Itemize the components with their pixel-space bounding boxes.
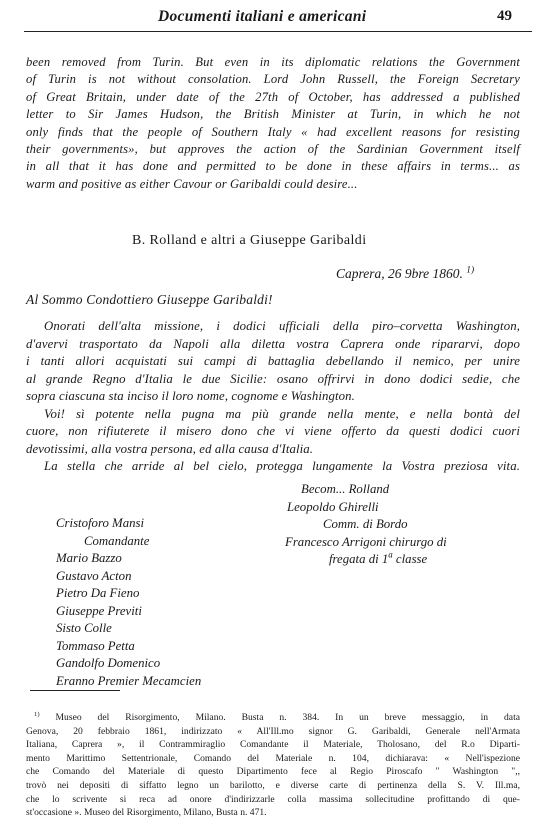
letter-line: Onorati dell'alta missione, i dodici ufficiali della piro–corvetta Washington, (44, 319, 520, 333)
quote-line: been removed from Turin. But even in its diplomatic relations the Government (26, 55, 520, 69)
signature-line: Sisto Colle (56, 621, 112, 635)
footnote-line: Italiana, Caprera », il Contrammiraglio Comandante il Materiale, Tholosano, del R.o Diparti- (26, 739, 520, 751)
signature-line: Eranno Premier Mecamcien (56, 673, 202, 688)
letter-line: devotissimi, alla vostra persona, ed alla causa d'Italia. (26, 441, 314, 456)
footnote-line (26, 711, 520, 725)
english-quote (26, 54, 520, 193)
signatures-right (285, 481, 505, 569)
footnote-line: st'occasione ». Museo del Risorgimento, Milano, Busta n. 471. (26, 807, 267, 819)
footnote (26, 711, 520, 820)
dateline-text: Caprera, 26 9bre 1860. (336, 266, 463, 281)
signature-text: fregata di 1 (329, 552, 389, 566)
signature-line: Comandante (84, 533, 150, 548)
quote-line: in all that it has done and permitted to be done in these affairs in terms... as (26, 159, 520, 174)
running-header (0, 6, 550, 32)
signature-line: Comm. di Bordo (323, 517, 408, 531)
letter-line: cuore, non rifiuterete il misero dono che vi viene offerto da questi dodici cuori (26, 424, 520, 438)
letter-line: La stella che arride al bel cielo, protegga lungamente la Vostra preziosa vita. (44, 459, 520, 473)
quote-line: warm and positive as either Cavour or Garibaldi could desire... (26, 176, 358, 191)
dateline (336, 266, 474, 282)
quote-line: letter to Sir James Hudson, the British Minister at Turin, in which he not (26, 107, 520, 122)
footnote-line: che lo scrivente si reca ad onore d'indirizzarle colla massima sollecitudine profittando di que- (26, 793, 520, 805)
running-title: Documenti italiani e americani (158, 8, 367, 25)
signature-line: Tommaso Petta (56, 638, 135, 653)
signature-line: Francesco Arrigoni chirurgo di (285, 534, 447, 549)
section-heading: B. Rolland e altri a Giuseppe Garibaldi (132, 233, 367, 248)
signature-sup: a (388, 549, 393, 560)
signatures-left (56, 515, 286, 690)
footnote-text: Museo del Risorgimento, Milano. Busta n. 384. In un breve messaggio, in data (55, 712, 520, 723)
signature-line: Leopoldo Ghirelli (287, 499, 379, 514)
header-rule (24, 31, 532, 32)
letter-line: al grande Regno d'Italia le due Sicilie: osano offrirvi in dono dodici sedie, che (26, 371, 520, 386)
signature-line: Giuseppe Previti (56, 603, 142, 618)
letter-line: d'avervi trasportato da Napoli alla diletta vostra Caprera onde ripararvi, dopo (26, 336, 520, 351)
footnote-marker: 1) (34, 710, 40, 718)
quote-line: of Turin is not without consolation. Lord John Russell, the Foreign Secretary (26, 72, 520, 87)
quote-line: only finds that the people of Southern Italy « had excellent reasons for resisting (26, 124, 520, 139)
footnote-ref: 1) (466, 265, 475, 276)
footnote-line: Genova, 20 febbraio 1861, indirizzato « All'Ill.mo signor G. Garibaldi, Generale nell'Armata (26, 725, 520, 737)
signature-line: Mario Bazzo (56, 551, 122, 565)
footnote-line: trovò nei depositi di siffatto legno un barilotto, e diverse carte di pertinenza della S. V. Ill.ma, (26, 779, 520, 791)
letter-line: sopra ciascuna sta inciso il loro nome, cognome e Washington. (26, 389, 355, 403)
footnote-rule (30, 690, 120, 691)
letter-line: i tanti allori acquistati sui campi di battaglia debellando il nemico, per unire (26, 354, 520, 368)
letter-line: Voi! sì potente nella pugna ma più grande nella mente, e nella bontà del (44, 406, 520, 421)
salutation: Al Sommo Condottiero Giuseppe Garibaldi! (26, 292, 273, 307)
signature-line: Pietro Da Fieno (56, 586, 140, 600)
signature-line: Gustavo Acton (56, 568, 132, 583)
signature-text: classe (392, 552, 428, 566)
page-number: 49 (497, 8, 512, 24)
quote-line: of Great Britain, under date of the 27th of October, has addressed a published (26, 89, 520, 104)
signature-line (285, 551, 505, 569)
quote-line: their governments», but approves the action of the Sardinian Government itself (26, 142, 520, 157)
footnote-line: che Comando del Materiale di questo Dipartimento fece al Regio Piroscafo " Washington ",, (26, 766, 520, 778)
signature-line: Becom... Rolland (301, 482, 390, 496)
signature-line: Gandolfo Domenico (56, 656, 161, 670)
signature-line: Cristoforo Mansi (56, 516, 145, 530)
footnote-line: mento Marittimo Settentrionale, Comando del Materiale n. 104, dichiarava: « Nell'ispezione (26, 752, 520, 764)
letter-body (26, 318, 520, 476)
